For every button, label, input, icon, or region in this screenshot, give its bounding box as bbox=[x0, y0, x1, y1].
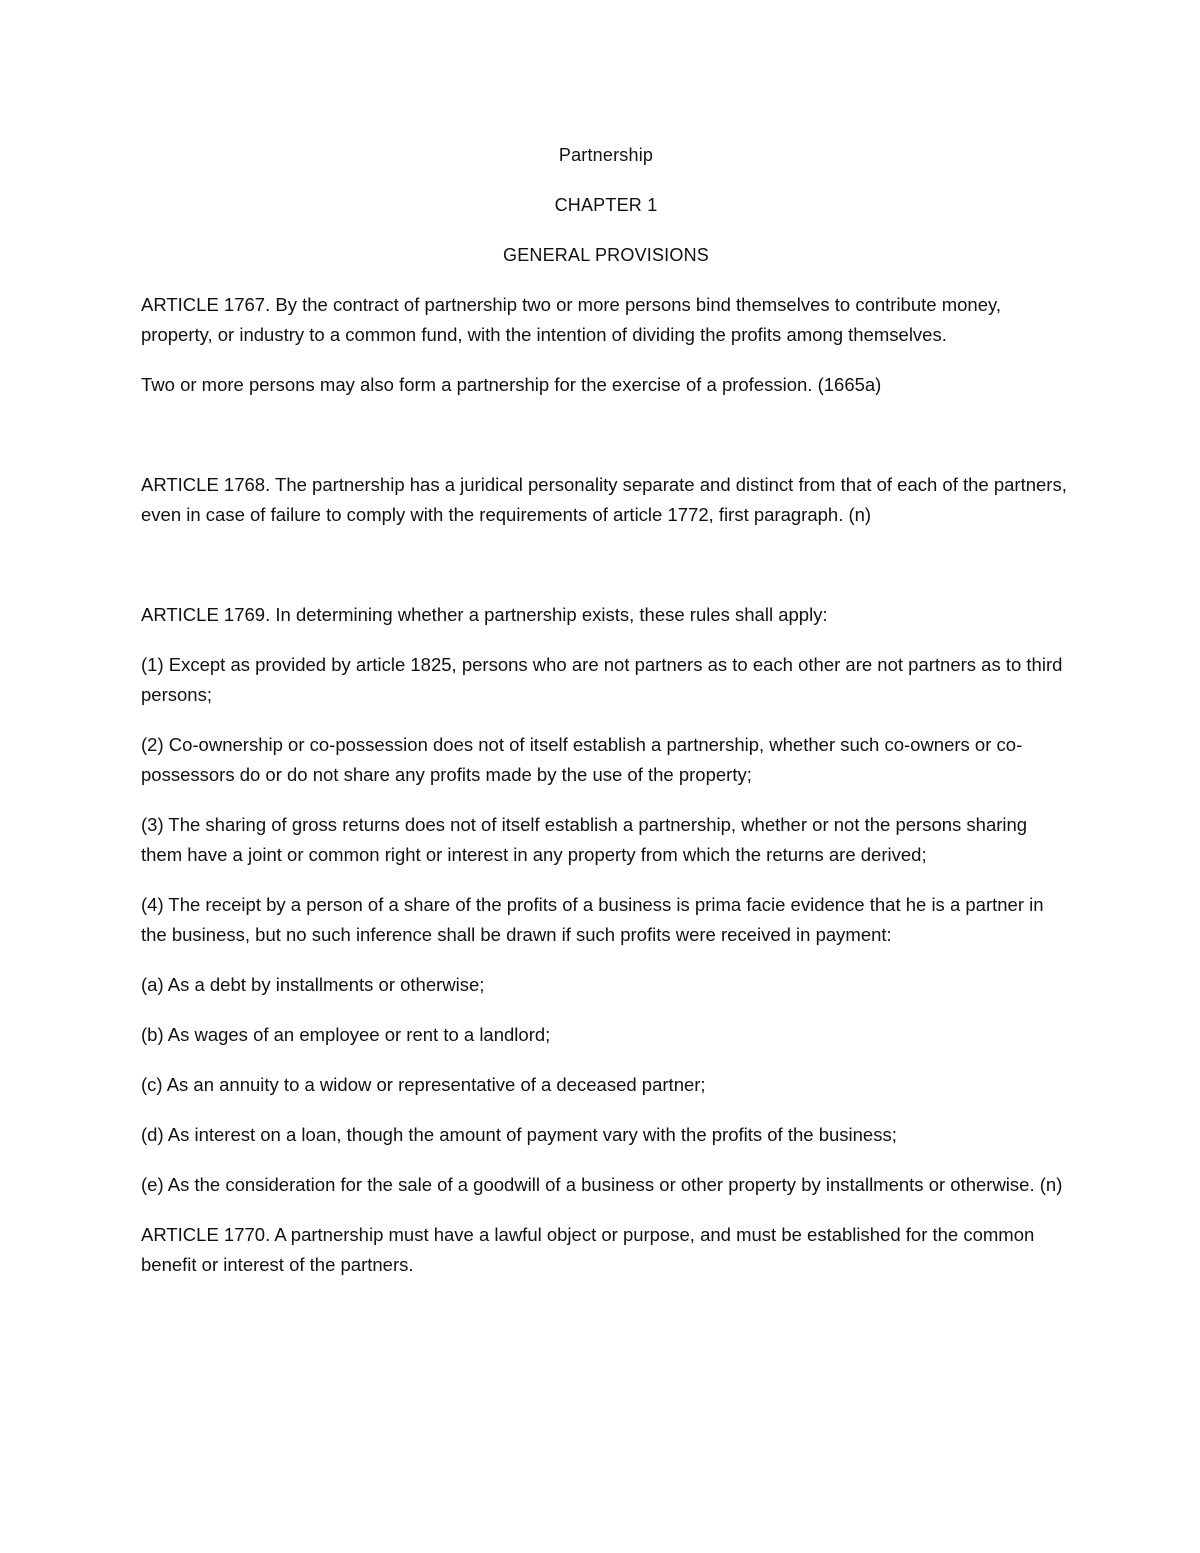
document-title: Partnership bbox=[558, 145, 654, 165]
article-1769-rule-4: (4) The receipt by a person of a share of the profits of a business is prima facie evidence that he is a partner in the business, but no such inference shall be drawn if such profits were received in payment: bbox=[141, 894, 1044, 945]
chapter-heading: CHAPTER 1 bbox=[554, 195, 658, 215]
article-1767-paragraph: ARTICLE 1767. By the contract of partnership two or more persons bind themselves to contribute money, property, or industry to a common fund, with the intention of dividing the profits among themselves. bbox=[141, 294, 1001, 345]
article-1769-rule-2: (2) Co-ownership or co-possession does not of itself establish a partnership, whether such co-owners or co-possessors do or do not share any profits made by the use of the property; bbox=[141, 734, 1023, 785]
article-1769-rule-4c: (c) As an annuity to a widow or representative of a deceased partner; bbox=[141, 1074, 706, 1095]
article-1769-rule-4e: (e) As the consideration for the sale of a goodwill of a business or other property by installments or otherwise. (n) bbox=[141, 1174, 1063, 1195]
document-body bbox=[141, 140, 1071, 1300]
article-1769-rule-3: (3) The sharing of gross returns does not of itself establish a partnership, whether or not the persons sharing them have a joint or common right or interest in any property from which the returns are derived; bbox=[141, 814, 1028, 865]
section-heading: GENERAL PROVISIONS bbox=[503, 245, 709, 265]
article-1769-rule-4d: (d) As interest on a loan, though the amount of payment vary with the profits of the business; bbox=[141, 1124, 897, 1145]
article-1769-rule-1: (1) Except as provided by article 1825, persons who are not partners as to each other are not partners as to third persons; bbox=[141, 654, 1063, 705]
article-1769-paragraph: ARTICLE 1769. In determining whether a partnership exists, these rules shall apply: bbox=[141, 604, 828, 625]
article-1769-rule-4b: (b) As wages of an employee or rent to a landlord; bbox=[141, 1024, 551, 1045]
article-1768-paragraph: ARTICLE 1768. The partnership has a juridical personality separate and distinct from that of each of the partners, even in case of failure to comply with the requirements of article 1772, first paragraph. (n) bbox=[141, 474, 1067, 525]
article-1767-profession-paragraph: Two or more persons may also form a partnership for the exercise of a profession. (1665a) bbox=[141, 374, 882, 395]
article-1769-rule-4a: (a) As a debt by installments or otherwise; bbox=[141, 974, 485, 995]
article-1770-paragraph: ARTICLE 1770. A partnership must have a lawful object or purpose, and must be established for the common benefit or interest of the partners. bbox=[141, 1224, 1035, 1275]
